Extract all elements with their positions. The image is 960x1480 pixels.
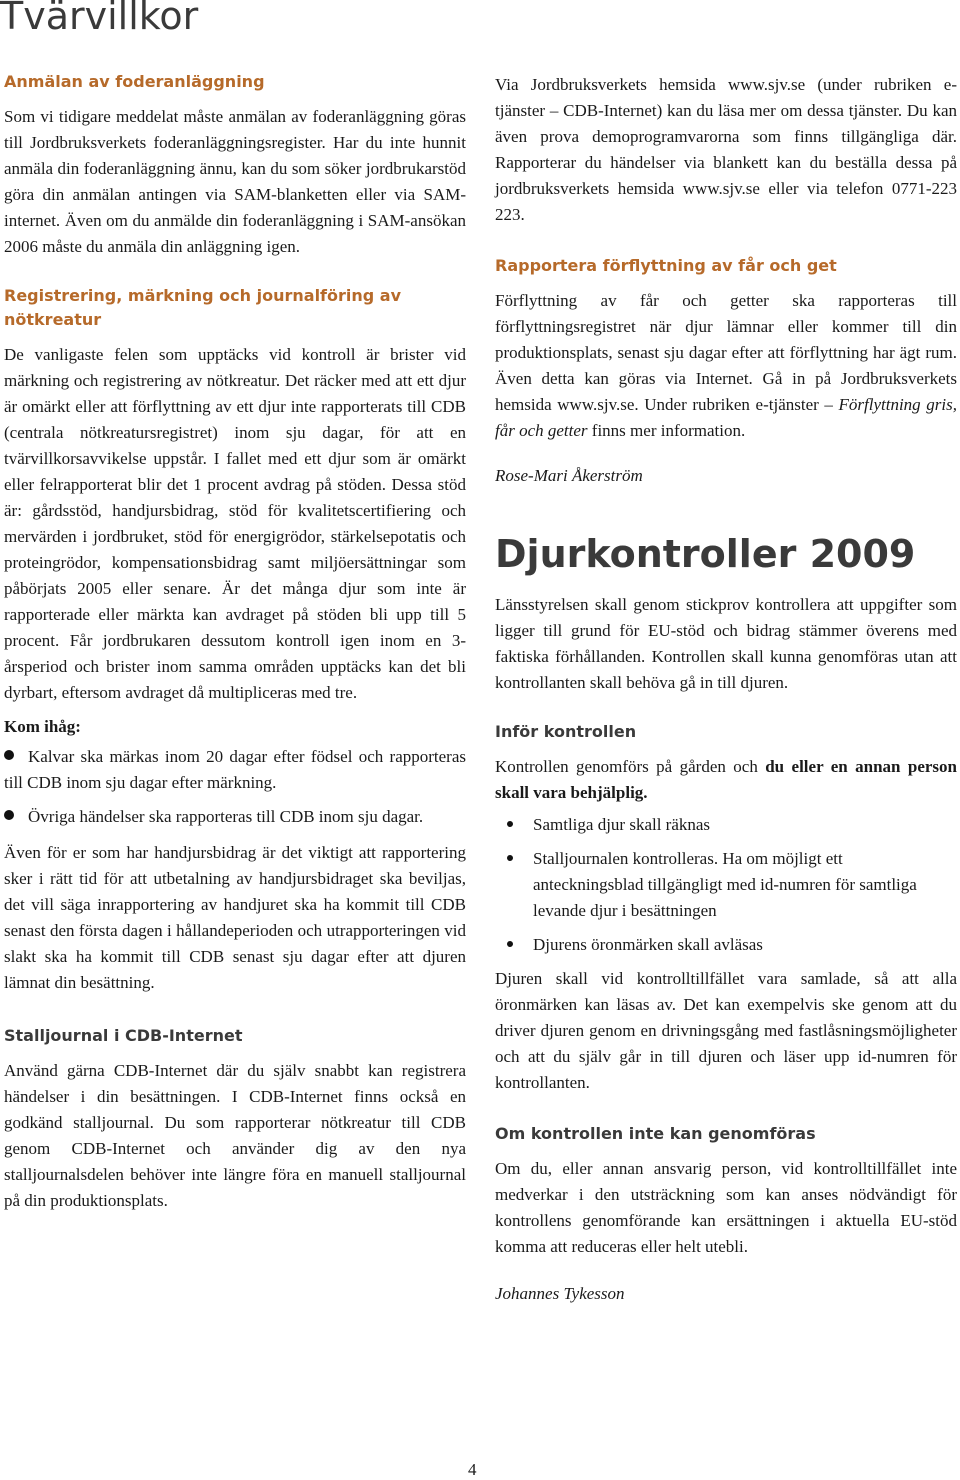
page-number: 4 xyxy=(468,1460,477,1479)
paragraph-registrering: De vanligaste felen som upptäcks vid kontroll är brister vid märkning och registrering av nötkreatur. Det räcker med att ett djur är omärkt eller att förflyttning av ett djur inte rapporterats till CDB (centrala nötkreatursregistret) inom sju dagar, för att en tvärvillkorsavvikelse uppstår. I fallet med ett djur som är omärkt eller felrapporterat blir det 1 procent avdrag på stöden. Dessa stöd är: gårdsstöd, handjursbidrag, stöd för kvalitetscertifiering och mervärden i jordbruket, stöd för energigrödor, stärkelsepotatis och proteingrödor, kompensationsbidrag samt miljöersättningar som påbörjats 2005 eller senare. Är det många djur som inte är rapporterade eller märkta kan avdraget på stöden bli upp till 5 procent. Får jordbrukaren dessutom kontroll igen inom en 3-årsperiod och brister inom samma områden upptäcks kan det bli dyrbart, eftersom avdraget då multipliceras med tre. xyxy=(4,345,466,702)
paragraph-djuren-samlade: Djuren skall vid kontrolltillfället vara samlade, så att alla öronmärken kan läsas av. Det kan exempelvis ske genom att du driver djuren genom en drivningsgång med fastlåsningsmöjligheter och att du själv går in till djuren och läser upp id-numren för kontrollanten. xyxy=(495,969,957,1092)
bullet-icon xyxy=(507,821,513,827)
paragraph-sjv-hemsida: Via Jordbruksverkets hemsida www.sjv.se (under rubriken e-tjänster – CDB-Internet) kan du läsa mer om dessa tjänster. Du kan även prova demoprogramvarorna som finns tillgängliga där. Rapporterar du händelser via blankett kan du beställa dessa på jordbruksverkets hemsida www.sjv.se eller via telefon 0771-223 223. xyxy=(495,75,957,224)
kontroll-list xyxy=(495,812,957,958)
bullet-icon xyxy=(507,941,513,947)
signature-rose-mari: Rose-Mari Åkerström xyxy=(495,466,643,485)
bullet-icon xyxy=(4,750,14,760)
paragraph-om-kontrollen: Om du, eller annan ansvarig person, vid kontrolltillfället inte medverkar i den utsträckning som kan anses nödvändigt för kontrollens genomförande kan ersättningen i aktuella EU-stöd komma att reduceras eller helt utebli. xyxy=(495,1159,957,1256)
right-column xyxy=(495,68,957,1304)
heading-far-get: Rapportera förflyttning av får och get xyxy=(495,256,837,275)
bullet-icon xyxy=(4,810,14,820)
list-item: Stalljournalen kontrolleras. Ha om möjligt ett anteckningsblad tillgängligt med id-numren för samtliga levande djur i besättningen xyxy=(533,846,957,924)
heading-om-kontrollen: Om kontrollen inte kan genomföras xyxy=(495,1124,816,1143)
heading-registrering: Registrering, märkning och journalföring av nötkreatur xyxy=(4,286,402,329)
heading-foderanlaggning: Anmälan av foderanläggning xyxy=(4,72,265,91)
list-item: Djurens öronmärken skall avläsas xyxy=(533,932,957,958)
list-item: Samtliga djur skall räknas xyxy=(533,812,957,838)
paragraph-handjursbidrag: Även för er som har handjursbidrag är det viktigt att rapportering sker i rätt tid för att utbetalning av handjursbidraget ska beviljas, det vill säga inrapportering av handjuret ska ha kommit till CDB senast den första dagen i hållandeperioden och utrapporteringen vid slakt ska ha kommit till CDB senast sju dagar efter att djuren lämnat din besättning. xyxy=(4,843,466,992)
signature-johannes: Johannes Tykesson xyxy=(495,1284,625,1303)
left-column xyxy=(4,68,466,1214)
section-title-djurkontroller: Djurkontroller 2009 xyxy=(495,532,916,576)
list-item: Övriga händelser ska rapporteras till CDB inom sju dagar. xyxy=(4,804,466,830)
kom-ihag-list xyxy=(4,744,466,830)
list-item: Kalvar ska märkas inom 20 dagar efter födsel och rapporteras till CDB inom sju dagar efter märkning. xyxy=(4,747,466,792)
paragraph-far-get: Förflyttning av får och getter ska rapporteras till förflyttningsregistret när djur lämnar eller kommer till din produktionsplats, senast sju dagar efter att förflyttning har ägt rum. Även detta kan göras via Internet. Gå in på Jordbruksverkets hemsida www.sjv.se. Under rubriken e-tjänster – Förflyttning gris, får och getter finns mer information. xyxy=(495,291,957,440)
page-title: Tvärvillkor xyxy=(0,0,199,38)
heading-infor-kontrollen: Inför kontrollen xyxy=(495,722,637,741)
kom-ihag-label: Kom ihåg: xyxy=(4,717,81,736)
heading-stalljournal: Stalljournal i CDB-Internet xyxy=(4,1026,243,1045)
paragraph-infor-kontrollen: Kontrollen genomförs på gården och du eller en annan person skall vara behjälplig. xyxy=(495,757,957,802)
bullet-icon xyxy=(507,855,513,861)
paragraph-foderanlaggning: Som vi tidigare meddelat måste anmälan av foderanläggning göras till Jordbruksverkets foderanläggningsregister. Har du inte hunnit anmäla din foderanläggning ännu, kan du som söker jordbrukarstöd göra din anmälan antingen via SAM-blanketten eller via SAM-internet. Även om du anmälde din foderanläggning i SAM-ansökan 2006 måste du anmäla din anläggning igen. xyxy=(4,107,466,256)
paragraph-lansstyrelsen: Länsstyrelsen skall genom stickprov kontrollera att uppgifter som ligger till grund för EU-stöd och bidrag stämmer överens med faktiska förhållanden. Kontrollen skall kunna genomföras utan att kontrollanten skall behöva gå in till djuren. xyxy=(495,595,957,692)
paragraph-stalljournal: Använd gärna CDB-Internet där du själv snabbt kan registrera händelser i din besättningen. I CDB-Internet finns också en godkänd stalljournal. Du som rapporterar nötkreatur till CDB genom CDB-Internet och använder dig av den nya stalljournalsdelen behöver inte längre föra en manuell stalljournal på din produktionsplats. xyxy=(4,1061,466,1210)
